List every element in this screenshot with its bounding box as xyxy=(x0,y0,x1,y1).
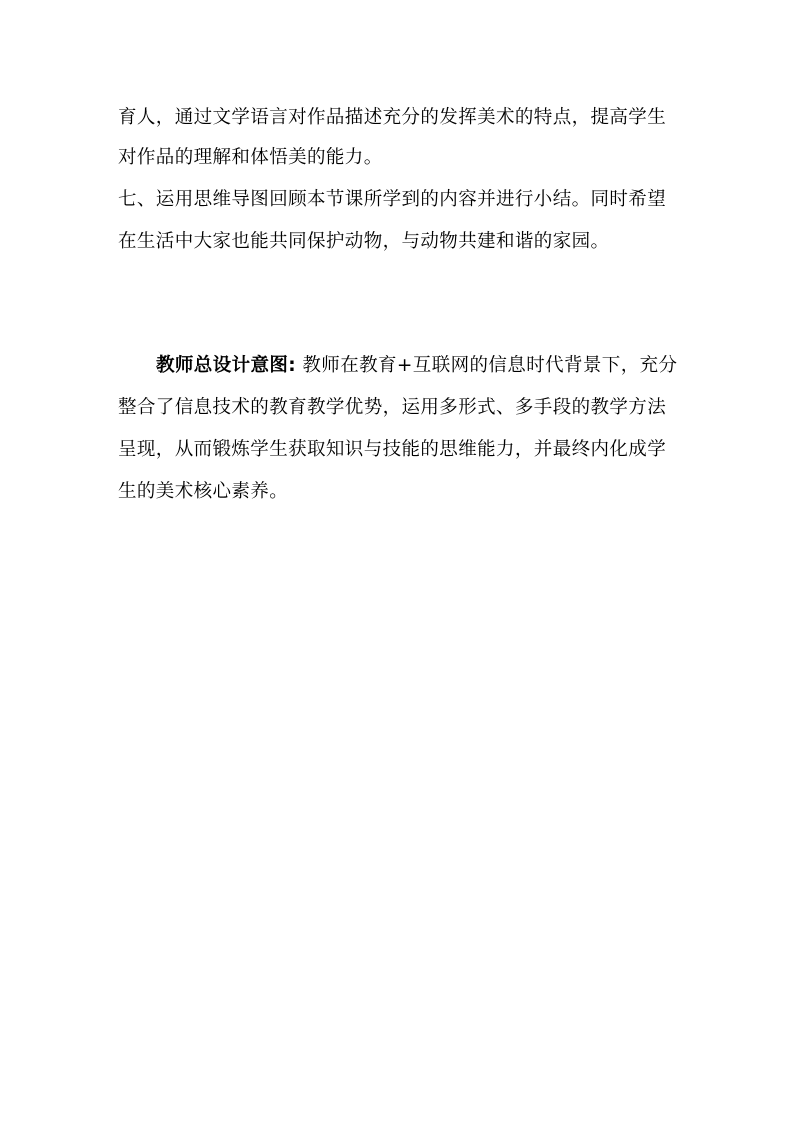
paragraph-3-line-1 xyxy=(156,354,677,378)
design-intent-text: 教师在教育+互联网的信息时代背景下，充分 xyxy=(296,355,678,376)
paragraph-1-line-1: 育人，通过文学语言对作品描述充分的发挥美术的特点，提高学生 xyxy=(118,107,667,128)
paragraph-2-line-2: 在生活中大家也能共同保护动物，与动物共建和谐的家园。 xyxy=(118,231,610,252)
paragraph-2-line-1: 七、运用思维导图回顾本节课所学到的内容并进行小结。同时希望 xyxy=(118,189,667,210)
paragraph-3-line-4: 生的美术核心素养。 xyxy=(118,481,289,502)
paragraph-3-line-2: 整合了信息技术的教育教学优势，运用多形式、多手段的教学方法 xyxy=(118,397,667,418)
paragraph-1-line-2: 对作品的理解和体悟美的能力。 xyxy=(118,147,383,168)
design-intent-heading: 教师总设计意图: xyxy=(156,355,297,376)
paragraph-3-line-3: 呈现，从而锻炼学生获取知识与技能的思维能力，并最终内化成学 xyxy=(118,439,667,460)
